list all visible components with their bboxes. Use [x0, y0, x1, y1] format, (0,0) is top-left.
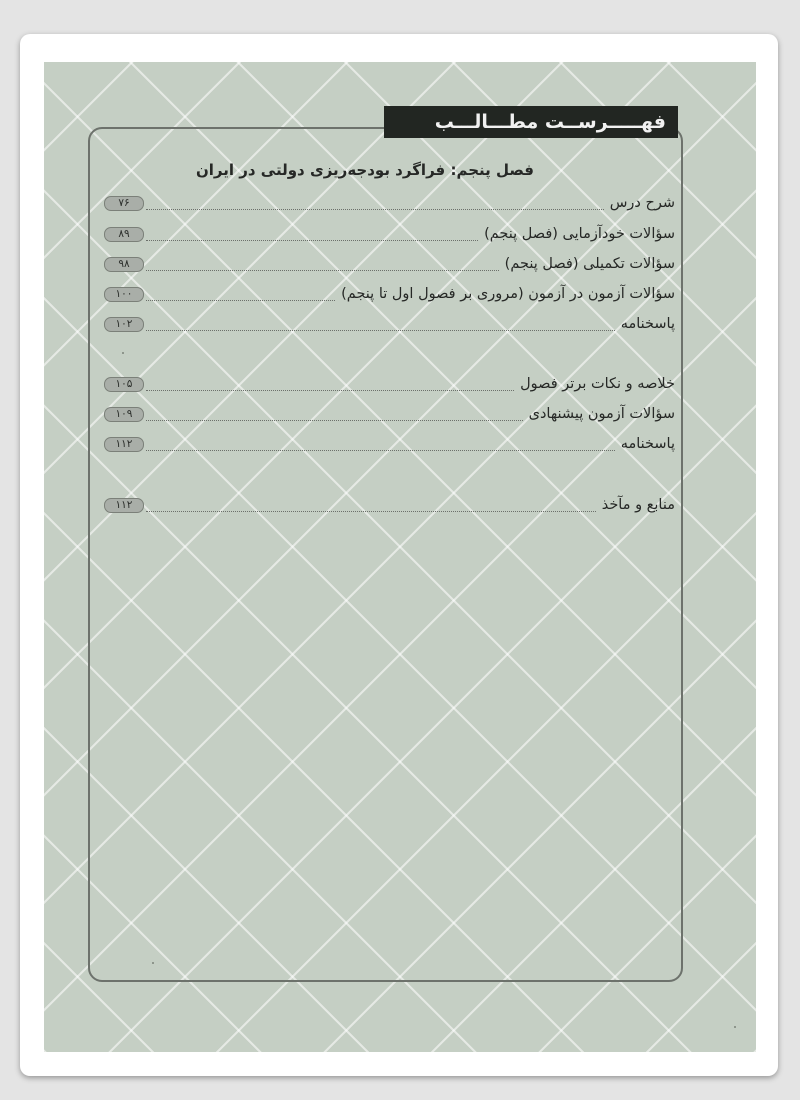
leader-dots	[146, 330, 615, 331]
toc-entry-label: سؤالات خودآزمایی (فصل پنجم)	[484, 226, 675, 242]
leader-dots	[146, 420, 523, 421]
document-page	[44, 62, 756, 1052]
toc-entry[interactable]	[104, 433, 675, 455]
page-number-badge: ۱۰۰	[104, 287, 144, 302]
page-number-badge: ۸۹	[104, 227, 144, 242]
leader-dots	[146, 450, 615, 451]
toc-entry-label: شرح درس	[609, 195, 675, 211]
toc-entry[interactable]	[104, 283, 675, 305]
toc-entry[interactable]	[104, 223, 675, 245]
toc-entry-label: پاسخنامه	[620, 436, 675, 452]
leader-dots	[146, 270, 499, 271]
toc-entry[interactable]	[104, 253, 675, 275]
toc-entry[interactable]	[104, 403, 675, 425]
page-number-badge: ۱۰۹	[104, 407, 144, 422]
toc-entry-label: سؤالات آزمون در آزمون (مروری بر فصول اول تا پنجم)	[341, 286, 675, 302]
toc-entry-label: منابع و مآخذ	[601, 497, 675, 513]
toc-entry[interactable]	[104, 192, 675, 214]
page-number-badge: ۱۰۲	[104, 317, 144, 332]
leader-dots	[146, 300, 335, 301]
paper-speck	[122, 352, 124, 354]
toc-entry[interactable]	[104, 373, 675, 395]
page-number-badge: ۱۱۲	[104, 498, 144, 513]
leader-dots	[146, 390, 514, 391]
toc-entry-label: سؤالات آزمون پیشنهادی	[528, 406, 675, 422]
toc-header: فهـــــرســت مطـــالـــب	[384, 106, 678, 138]
leader-dots	[146, 511, 596, 512]
paper-speck	[152, 962, 154, 964]
page-number-badge: ۹۸	[104, 257, 144, 272]
toc-entry-label: پاسخنامه	[620, 316, 675, 332]
toc-entry-label: خلاصه و نکات برتر فصول	[520, 376, 675, 392]
toc-entry[interactable]	[104, 313, 675, 335]
leader-dots	[146, 209, 604, 210]
page-number-badge: ۱۰۵	[104, 377, 144, 392]
toc-entry-label: سؤالات تکمیلی (فصل پنجم)	[504, 256, 675, 272]
toc-entry[interactable]	[104, 494, 675, 516]
page-number-badge: ۷۶	[104, 196, 144, 211]
paper-speck	[734, 1026, 736, 1028]
page-number-badge: ۱۱۲	[104, 437, 144, 452]
leader-dots	[146, 240, 478, 241]
chapter-title: فصل پنجم: فراگرد بودجه‌ریزی دولتی در ایران	[195, 161, 534, 179]
